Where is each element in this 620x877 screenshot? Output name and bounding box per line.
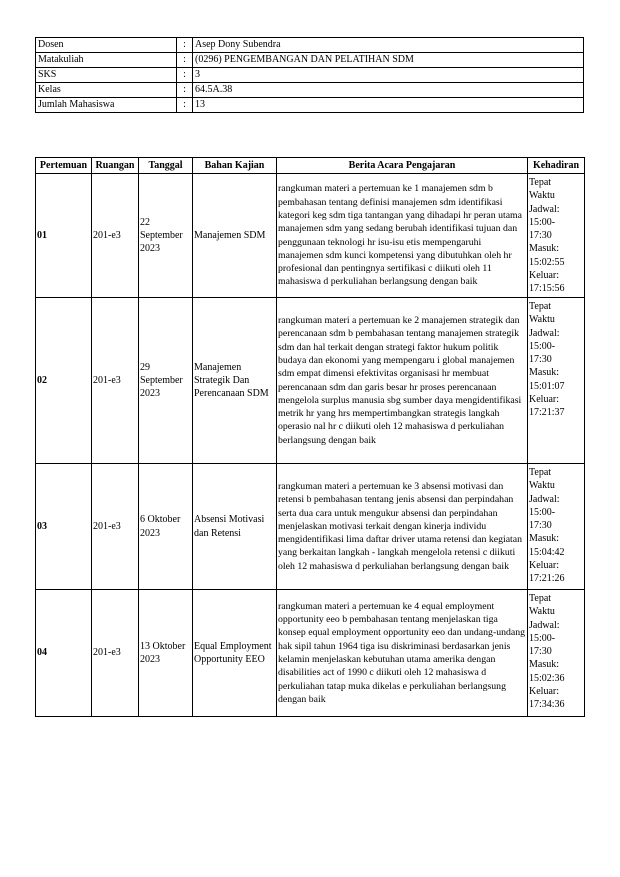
cell-pertemuan: 02 xyxy=(36,298,92,464)
cell-ruangan: 201-e3 xyxy=(92,590,139,717)
kehadiran-line: 15:00- xyxy=(529,216,556,228)
table-row xyxy=(36,298,585,464)
kehadiran-line: Keluar: xyxy=(529,560,559,572)
info-separator: : xyxy=(177,53,193,68)
kehadiran-line: Jadwal: xyxy=(529,619,560,631)
info-value: (0296) PENGEMBANGAN DAN PELATIHAN SDM xyxy=(193,53,584,68)
kehadiran-line: Keluar: xyxy=(529,686,559,698)
info-separator: : xyxy=(177,83,193,98)
cell-kehadiran xyxy=(528,590,585,717)
header-berita-acara: Berita Acara Pengajaran xyxy=(277,158,528,174)
info-value: Asep Dony Subendra xyxy=(193,38,584,53)
kehadiran-line: Masuk: xyxy=(529,533,559,545)
kehadiran-line: Waktu xyxy=(529,190,555,202)
cell-ruangan: 201-e3 xyxy=(92,174,139,298)
kehadiran-line: 17:30 xyxy=(529,230,552,242)
table-row xyxy=(36,464,585,590)
kehadiran-line: 17:30 xyxy=(529,520,552,532)
kehadiran-line: Keluar: xyxy=(529,394,559,406)
kehadiran-line: 17:15:56 xyxy=(529,283,565,295)
kehadiran-line: 15:02:36 xyxy=(529,672,565,684)
kehadiran-line: Jadwal: xyxy=(529,493,560,505)
info-value: 13 xyxy=(193,98,584,113)
kehadiran-line: 17:21:37 xyxy=(529,407,565,419)
cell-ruangan: 201-e3 xyxy=(92,464,139,590)
kehadiran-line: 17:30 xyxy=(529,646,552,658)
table-row xyxy=(36,590,585,717)
kehadiran-line: Masuk: xyxy=(529,367,559,379)
cell-berita-acara: rangkuman materi a pertemuan ke 4 equal employment opportunity eeo b pembahasan tentang menjelaskan tiga konsep equal employment opportunity eeo dan undang-undang hak sipil tahun 1964 tiga isu diskriminasi berdasarkan jenis kelamin menjelaskan kebutuhan utama amerika dengan disabilities act of 1990 c diikuti oleh 12 mahasiswa d perkuliahan tatap muka dikelas e perkuliahan berlangsung dengan baik xyxy=(277,590,528,717)
kehadiran-line: Tepat xyxy=(529,177,552,188)
cell-kehadiran xyxy=(528,174,585,298)
info-value: 64.5A.38 xyxy=(193,83,584,98)
info-row xyxy=(36,38,584,53)
kehadiran-line: Jadwal: xyxy=(529,327,560,339)
cell-bahan-kajian: Absensi Motivasi dan Retensi xyxy=(193,464,277,590)
kehadiran-line: 15:02:55 xyxy=(529,256,565,268)
kehadiran-line: 15:01:07 xyxy=(529,380,565,392)
kehadiran-line: Waktu xyxy=(529,606,555,618)
info-separator: : xyxy=(177,98,193,113)
cell-pertemuan: 01 xyxy=(36,174,92,298)
course-info-table xyxy=(35,37,584,113)
kehadiran-line: 15:00- xyxy=(529,340,556,352)
cell-bahan-kajian: Equal Employment Opportunity EEO xyxy=(193,590,277,717)
info-row xyxy=(36,53,584,68)
info-row xyxy=(36,98,584,113)
info-label: Kelas xyxy=(36,83,177,98)
info-value: 3 xyxy=(193,68,584,83)
kehadiran-line: Jadwal: xyxy=(529,203,560,215)
kehadiran-line: Keluar: xyxy=(529,270,559,282)
cell-kehadiran xyxy=(528,464,585,590)
info-separator: : xyxy=(177,68,193,83)
kehadiran-line: 15:00- xyxy=(529,506,556,518)
kehadiran-line: Masuk: xyxy=(529,243,559,255)
kehadiran-line: 17:30 xyxy=(529,354,552,366)
kehadiran-line: Waktu xyxy=(529,314,555,326)
cell-berita-acara: rangkuman materi a pertemuan ke 3 absensi motivasi dan retensi b pembahasan tentang jenis absensi dan perpindahan serta dua cara untuk mengukur absensi dan perpindahan menjelaskan motivasi terkait dengan kinerja individu mengidentifikasi lima daftar driver utama retensi dan kegiatan yang berkaitan langkah - langkah mengelola retensi c diikuti oleh 12 mahasiswa d perkuliahan berlangsung dengan baik xyxy=(277,464,528,590)
kehadiran-line: 17:21:26 xyxy=(529,573,565,585)
cell-tanggal: 6 Oktober 2023 xyxy=(139,464,193,590)
cell-ruangan: 201-e3 xyxy=(92,298,139,464)
info-label: Jumlah Mahasiswa xyxy=(36,98,177,113)
info-label: Dosen xyxy=(36,38,177,53)
cell-berita-acara: rangkuman materi a pertemuan ke 1 manajemen sdm b pembahasan tentang definisi manajemen sdm identifikasi kategori keg sdm tiga tantangan yang dihadapi hr peran utama manajemen sdm yang sedang berubah identifikasi tujuan dan penggunaan teknologi hr isu-isu etis mempengaruhi manajemen sdm kunci kompetensi yang dibutuhkan oleh hr profesional dan pentingnya sertifikasi c diikuti oleh 11 mahasiswa d perkuliahan berlangsung dengan baik xyxy=(277,174,528,298)
kehadiran-line: Tepat xyxy=(529,467,552,478)
cell-tanggal: 22 September 2023 xyxy=(139,174,193,298)
header-bahan-kajian: Bahan Kajian xyxy=(193,158,277,174)
kehadiran-line: 15:04:42 xyxy=(529,546,565,558)
header-kehadiran: Kehadiran xyxy=(528,158,585,174)
kehadiran-line: Tepat xyxy=(529,593,552,604)
kehadiran-line: 17:34:36 xyxy=(529,699,565,711)
header-ruangan: Ruangan xyxy=(92,158,139,174)
table-header-row xyxy=(36,158,585,174)
kehadiran-line: Tepat xyxy=(529,301,552,312)
header-tanggal: Tanggal xyxy=(139,158,193,174)
cell-berita-acara: rangkuman materi a pertemuan ke 2 manajemen strategik dan perencanaan sdm b pembahasan tentang manajemen strategik sdm dan hal terkait dengan strategi faktor hukum politik budaya dan ekonomi yang mempengaru i global manajemen sdm empat dimensi efektivitas organisasi hr membuat perencanaan sdm dan garis besar hr proses perencanaan mengelola surplus manusia sbg sumber daya mengidentifikasi metrik hr yang hrs mempertimbangkan strategis langkah operasio nal hr c diikuti oleh 12 mahasiswa d perkuliahan berlangsung dengan baik xyxy=(277,298,528,464)
table-row xyxy=(36,174,585,298)
info-row xyxy=(36,83,584,98)
cell-pertemuan: 04 xyxy=(36,590,92,717)
info-label: Matakuliah xyxy=(36,53,177,68)
info-label: SKS xyxy=(36,68,177,83)
cell-kehadiran xyxy=(528,298,585,464)
meeting-schedule-table xyxy=(35,157,585,717)
kehadiran-line: Waktu xyxy=(529,480,555,492)
info-separator: : xyxy=(177,38,193,53)
cell-tanggal: 13 Oktober 2023 xyxy=(139,590,193,717)
cell-pertemuan: 03 xyxy=(36,464,92,590)
kehadiran-line: 15:00- xyxy=(529,632,556,644)
cell-bahan-kajian: Manajemen Strategik Dan Perencanaan SDM xyxy=(193,298,277,464)
kehadiran-line: Masuk: xyxy=(529,659,559,671)
cell-bahan-kajian: Manajemen SDM xyxy=(193,174,277,298)
cell-tanggal: 29 September 2023 xyxy=(139,298,193,464)
info-row xyxy=(36,68,584,83)
header-pertemuan: Pertemuan xyxy=(36,158,92,174)
